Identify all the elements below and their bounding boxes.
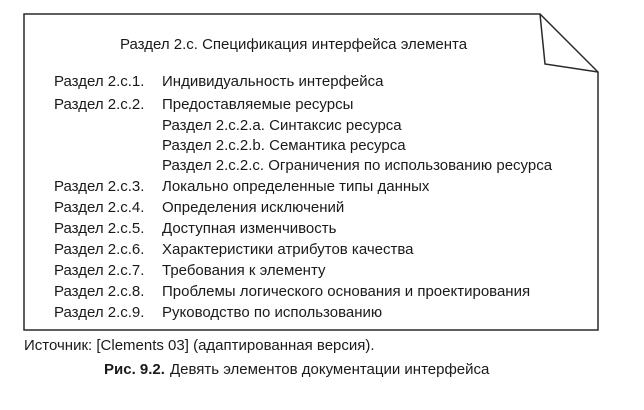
subsection-row: Раздел 2.c.2.a. Синтаксис ресурса [162,117,402,134]
section-text: Доступная изменчивость [162,220,337,237]
section-number: Раздел 2.c.9. [54,304,145,321]
figure-caption-label: Рис. 9.2. [104,361,165,378]
source-note: Источник: [Clements 03] (адаптированная версия). [24,337,375,354]
subsection-row: Раздел 2.c.2.c. Ограничения по использованию ресурса [162,157,553,174]
figure-caption-text: Девять элементов документации интерфейса [169,361,490,378]
section-text: Определения исключений [162,199,345,216]
section-text: Требования к элементу [162,262,326,279]
section-number: Раздел 2.c.3. [54,178,145,195]
section-text: Индивидуальность интерфейса [162,73,384,90]
section-text: Локально определенные типы данных [162,178,430,195]
section-number: Раздел 2.c.6. [54,241,145,258]
section-number: Раздел 2.c.4. [54,199,145,216]
section-number: Раздел 2.c.2. [54,96,145,113]
section-text: Характеристики атрибутов качества [162,241,414,258]
sheet-title: Раздел 2.c. Спецификация интерфейса элемента [120,36,468,53]
section-number: Раздел 2.c.5. [54,220,145,237]
subsection-row: Раздел 2.c.2.b. Семантика ресурса [162,137,406,154]
section-number: Раздел 2.c.7. [54,262,145,279]
section-number: Раздел 2.c.1. [54,73,145,90]
section-number: Раздел 2.c.8. [54,283,145,300]
section-text: Проблемы логического основания и проектирования [162,283,531,300]
section-text: Предоставляемые ресурсы [162,96,354,113]
figure-caption [104,361,489,378]
section-text: Руководство по использованию [162,304,383,321]
